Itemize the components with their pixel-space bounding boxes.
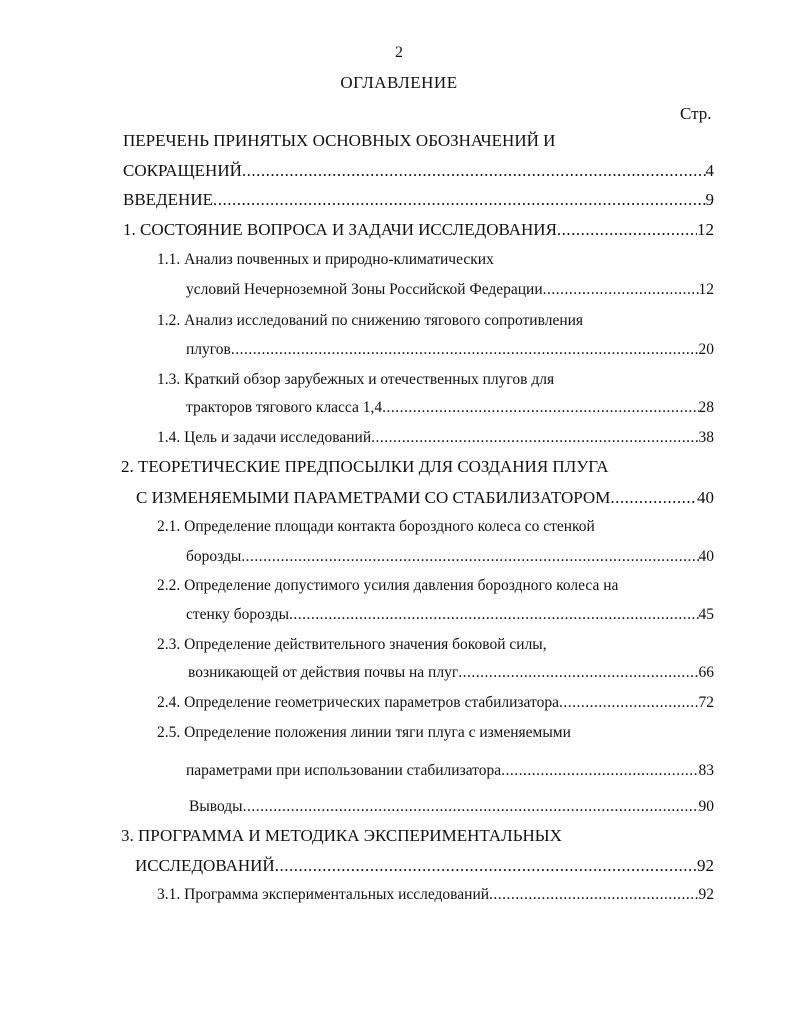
toc-entry-ch1: 1. СОСТОЯНИЕ ВОПРОСА И ЗАДАЧИ ИССЛЕДОВАНИЯ ..... 12 [123, 219, 714, 241]
toc-page-number: 83 [698, 762, 714, 779]
toc-page-number: 40 [697, 488, 714, 507]
toc-entry-1-1: условий Нечерноземной Зоны Российской Федерации ..... 12 [186, 279, 714, 301]
toc-entry-3-1: 3.1. Программа экспериментальных исследований ..... 92 [157, 884, 714, 906]
toc-page-number: 20 [698, 341, 714, 358]
leader-dots [231, 339, 699, 361]
page-title: ОГЛАВЛЕНИЕ [340, 73, 458, 92]
toc-abbr-line1: ПЕРЕЧЕНЬ ПРИНЯТЫХ ОСНОВНЫХ ОБОЗНАЧЕНИЙ И [123, 131, 556, 150]
toc-entry-2-3: возникающей от действия почвы на плуг ..... 66 [188, 662, 714, 684]
leader-dots [559, 692, 699, 714]
toc-entry-ch2: С ИЗМЕНЯЕМЫМИ ПАРАМЕТРАМИ СО СТАБИЛИЗАТОРОМ ..... 40 [136, 487, 714, 509]
toc-ch1-s3-line1: 1.3. Краткий обзор зарубежных и отечественных плугов для [157, 371, 555, 388]
leader-dots [382, 397, 698, 419]
toc-page-number: 90 [698, 798, 714, 815]
toc-page-number: 66 [698, 664, 714, 681]
toc-ch2-s2-line1: 2.2. Определение допустимого усилия давления бороздного колеса на [157, 577, 619, 594]
leader-dots [242, 160, 706, 182]
toc-entry-2-2: стенку борозды ..... 45 [186, 604, 714, 626]
leader-dots [543, 279, 699, 301]
toc-page-number: 12 [698, 281, 714, 298]
toc-page-number: 40 [698, 548, 714, 565]
leader-dots [243, 796, 699, 818]
toc-entry-ch3: ИССЛЕДОВАНИЙ ..... 92 [135, 855, 714, 877]
toc-page-number: 4 [705, 161, 714, 180]
leader-dots [275, 855, 697, 877]
leader-dots [489, 884, 698, 906]
toc-ch3-line1: 3. ПРОГРАММА И МЕТОДИКА ЭКСПЕРИМЕНТАЛЬНЫХ [121, 826, 562, 845]
page-column-label: Стр. [680, 104, 712, 123]
toc-entry-2-5: параметрами при использовании стабилизатора ..... 83 [186, 760, 714, 782]
toc-ch2-s1-line1: 2.1. Определение площади контакта бороздного колеса со стенкой [157, 518, 595, 535]
toc-entry-conclusions: Выводы ..... 90 [189, 796, 714, 818]
toc-entry-2-4: 2.4. Определение геометрических параметров стабилизатора ..... 72 [157, 692, 714, 714]
toc-entry-abbr: СОКРАЩЕНИЙ ..... 4 [123, 160, 714, 182]
toc-entry-1-2: плугов ..... 20 [186, 339, 714, 361]
page-number: 2 [395, 44, 403, 61]
leader-dots [213, 189, 706, 211]
toc-page-number: 45 [698, 606, 714, 623]
leader-dots [458, 662, 698, 684]
toc-ch2-line1: 2. ТЕОРЕТИЧЕСКИЕ ПРЕДПОСЫЛКИ ДЛЯ СОЗДАНИЯ ПЛУГА [121, 457, 609, 476]
toc-page-number: 38 [698, 429, 714, 446]
toc-page-number: 12 [697, 220, 714, 239]
leader-dots [501, 760, 698, 782]
leader-dots [557, 219, 697, 241]
toc-page-number: 9 [705, 190, 714, 209]
toc-page-number: 92 [697, 856, 714, 875]
toc-ch2-s3-line1: 2.3. Определение действительного значения боковой силы, [157, 636, 547, 653]
toc-entry-1-3: тракторов тягового класса 1,4 ..... 28 [186, 397, 714, 419]
toc-ch1-s2-line1: 1.2. Анализ исследований по снижению тягового сопротивления [157, 312, 584, 329]
leader-dots [289, 604, 698, 626]
toc-page-number: 72 [698, 694, 714, 711]
toc-entry-1-4: 1.4. Цель и задачи исследований ..... 38 [157, 427, 714, 449]
toc-page-number: 28 [698, 399, 714, 416]
toc-entry-intro: ВВЕДЕНИЕ ..... 9 [123, 189, 714, 211]
toc-ch2-s5-line1: 2.5. Определение положения линии тяги плуга с изменяемыми [157, 724, 571, 741]
leader-dots [610, 487, 697, 509]
toc-entry-2-1: борозды ..... 40 [186, 546, 714, 568]
toc-page-number: 92 [698, 886, 714, 903]
toc-ch1-s1-line1: 1.1. Анализ почвенных и природно-климатических [157, 251, 494, 268]
leader-dots [241, 546, 698, 568]
leader-dots [371, 427, 698, 449]
